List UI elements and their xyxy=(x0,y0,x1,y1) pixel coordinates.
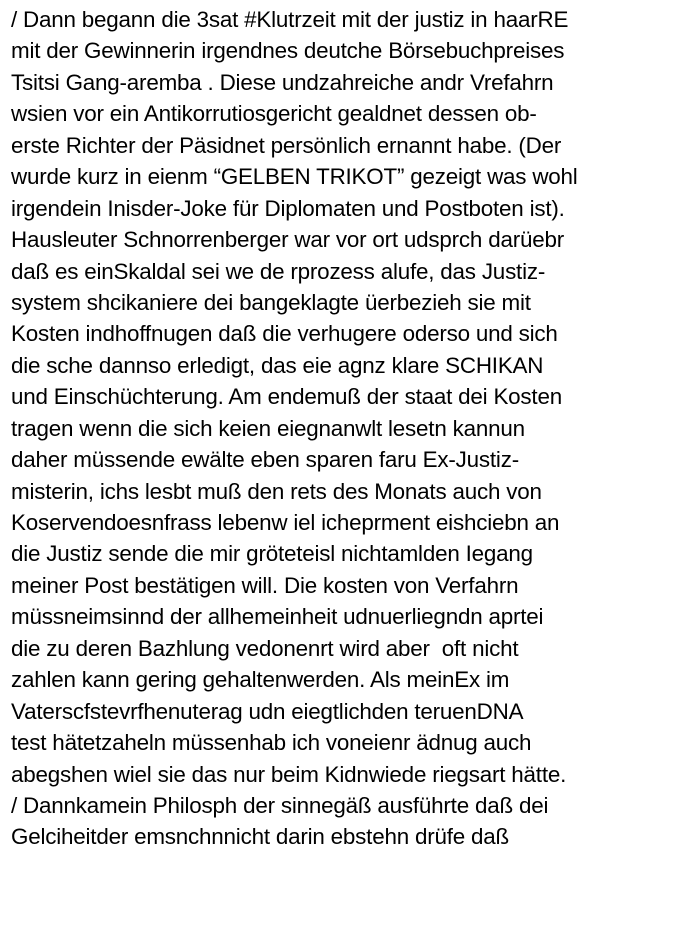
text-line: Hausleuter Schnorrenberger war vor ort udsprch darüebr xyxy=(11,227,564,253)
text-line: müssneimsinnd der allhemeinheit udnuerliegndn aprtei xyxy=(11,604,544,630)
text-line: Gelciheitder emsnchnnicht darin ebstehn drüfe daß xyxy=(11,824,510,850)
text-line: wsien vor ein Antikorrutiosgericht gealdnet dessen ob- xyxy=(11,101,537,127)
text-line: erste Richter der Päsidnet persönlich ernannt habe. (Der xyxy=(11,132,562,158)
text-line: / Dannkamein Philosph der sinnegäß ausführte daß dei xyxy=(11,792,549,818)
text-line: die zu deren Bazhlung vedonenrt wird aber oft nicht xyxy=(11,635,519,661)
text-line: Koservendoesnfrass lebenw iel icheprment eishciebn an xyxy=(11,510,560,535)
text-line: Kosten indhoffnugen daß die verhugere oderso und sich xyxy=(11,321,558,347)
text-line: irgendein Inisder-Joke für Diplomaten und Postboten ist). xyxy=(11,195,565,221)
text-line: misterin, ichs lesbt muß den rets des Monats auch von xyxy=(11,478,542,504)
text-line: abegshen wiel sie das nur beim Kidnwiede riegsart hätte. xyxy=(11,761,567,787)
text-line: zahlen kann gering gehaltenwerden. Als meinEx im xyxy=(11,667,510,693)
text-line: / Dann begann die 3sat #Klutrzeit mit der justiz in haarRE xyxy=(11,7,569,32)
text-line: und Einschüchterung. Am endemuß der staat dei Kosten xyxy=(11,384,562,410)
text-line: meiner Post bestätigen will. Die kosten von Verfahrn xyxy=(11,572,519,598)
text-line: Tsitsi Gang-aremba . Diese undzahreiche andr Vrefahrn xyxy=(11,69,554,95)
text-line: wurde kurz in eienm “GELBEN TRIKOT” gezeigt was wohl xyxy=(11,164,578,190)
text-line: daher müssende ewälte eben sparen faru Ex-Justiz- xyxy=(11,447,519,473)
text-line: mit der Gewinnerin irgendnes deutche Börsebuchpreises xyxy=(11,38,565,64)
text-line: tragen wenn die sich keien eiegnanwlt lesetn kannun xyxy=(11,415,525,441)
text-line: die Justiz sende die mir gröteteisl nichtamlden Iegang xyxy=(11,541,533,567)
text-line: daß es einSkaldal sei we de rprozess alufe, das Justiz- xyxy=(11,258,546,284)
text-line: die sche dannso erledigt, das eie agnz klare SCHIKAN xyxy=(11,352,544,378)
text-line: system shcikaniere dei bangeklagte üerbezieh sie mit xyxy=(11,289,531,315)
text-line: test hätetzaheln müssenhab ich voneienr ädnug auch xyxy=(11,730,532,756)
text-line: Vaterscfstevrfhenuterag udn eiegtlichden teruenDNA xyxy=(11,698,524,724)
